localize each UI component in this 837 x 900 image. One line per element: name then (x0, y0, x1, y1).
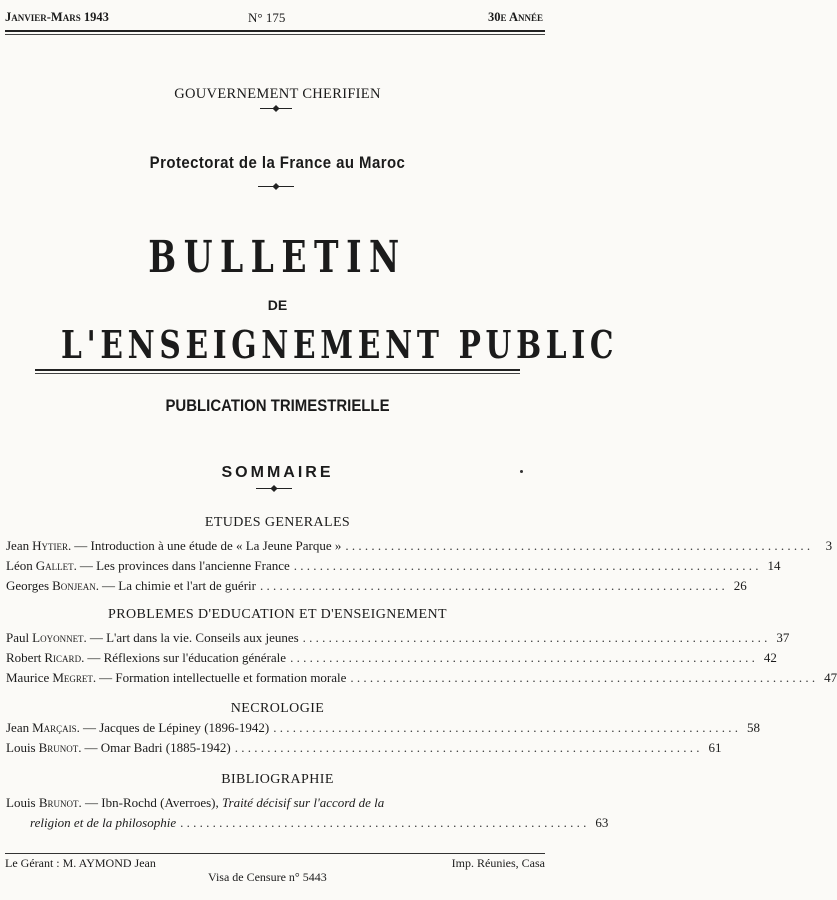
dot-leader (303, 630, 768, 646)
section-heading-etudes: ETUDES GENERALES (204, 515, 351, 530)
author-first: Louis (6, 740, 36, 755)
publication-frequency: PUBLICATION TRIMESTRIELLE (165, 396, 390, 415)
author-first: Georges (6, 578, 50, 593)
toc-entry (6, 670, 837, 686)
bulletin-title: BULLETIN (148, 232, 407, 283)
dot-leader (235, 740, 700, 756)
author-last: Bonjean. (52, 578, 100, 593)
printer-credit: Imp. Réunies, Casa (451, 856, 545, 870)
protectorate-title: Protectorat de la France au Maroc (149, 153, 406, 172)
entry-title-italic-cont: religion et de la philosophie (30, 815, 177, 830)
government-title: GOUVERNEMENT CHERIFIEN (174, 86, 381, 102)
toc-entry (6, 740, 722, 756)
toc-entry (6, 538, 833, 554)
author-first: Maurice (6, 670, 50, 685)
ornament-divider (260, 108, 292, 109)
author-last: Brunot. (38, 740, 82, 755)
header-rule (5, 30, 545, 32)
entry-title: — Jacques de Lépiney (1896-1942) (82, 720, 270, 735)
entry-title: — L'art dans la vie. Conseils aux jeunes (89, 630, 299, 645)
author-first: Paul (6, 630, 30, 645)
ornament-divider (256, 488, 292, 489)
speck-mark (520, 470, 523, 473)
toc-entry-line2 (30, 815, 609, 831)
ornament-divider (258, 186, 294, 187)
entry-title: — Ibn-Rochd (Averroes), (85, 795, 219, 810)
title-de: DE (267, 297, 288, 313)
author-last: Brunot. (38, 795, 82, 810)
dot-leader (290, 650, 755, 666)
enseignement-title: L'ENSEIGNEMENT PUBLIC (61, 322, 619, 367)
dot-leader (180, 815, 586, 831)
header-rule-thin (5, 34, 545, 35)
author-first: Léon (6, 558, 33, 573)
entry-title: — La chimie et l'art de guérir (102, 578, 256, 593)
entry-title: — Introduction à une étude de « La Jeune Parque » (74, 538, 342, 553)
dot-leader (350, 670, 815, 686)
author-first: Jean (6, 720, 30, 735)
dot-leader (273, 720, 738, 736)
page-number: 26 (733, 578, 747, 593)
page-number: 3 (825, 538, 833, 553)
page-number: 58 (746, 720, 760, 735)
dot-leader (260, 578, 725, 594)
page-number: 42 (763, 650, 777, 665)
author-first: Robert (6, 650, 42, 665)
author-last: Megret. (52, 670, 97, 685)
entry-title: — Les provinces dans l'ancienne France (79, 558, 290, 573)
section-heading-bibliographie: BIBLIOGRAPHIE (221, 772, 334, 787)
censorship-visa: Visa de Censure n° 5443 (208, 870, 327, 884)
toc-entry (6, 720, 760, 736)
author-last: Gallet. (35, 558, 77, 573)
sommaire-heading: SOMMAIRE (221, 464, 334, 481)
page-number: 47 (824, 670, 837, 685)
masthead-rule-thin (35, 373, 520, 374)
page-number: 14 (767, 558, 781, 573)
author-first: Jean (6, 538, 30, 553)
author-last: Marçais. (32, 720, 80, 735)
entry-title: — Formation intellectuelle et formation morale (99, 670, 347, 685)
page-number: 63 (595, 815, 609, 830)
issue-date: Janvier-Mars 1943 (5, 10, 109, 24)
author-last: Hytier. (32, 538, 72, 553)
author-first: Louis (6, 795, 36, 810)
issue-number: N° 175 (248, 10, 286, 25)
entry-title: — Omar Badri (1885-1942) (84, 740, 231, 755)
toc-entry (6, 578, 747, 594)
toc-entry (6, 558, 781, 574)
volume-year: 30e Année (488, 10, 543, 24)
page-number: 37 (776, 630, 790, 645)
footer-rule (5, 853, 545, 854)
toc-entry-line1 (6, 795, 536, 811)
toc-entry (6, 650, 777, 666)
masthead-rule (35, 369, 520, 371)
entry-title-italic: Traité décisif sur l'accord de la (222, 795, 385, 810)
section-heading-problemes: PROBLEMES D'EDUCATION ET D'ENSEIGNEMENT (108, 607, 447, 622)
toc-entry (6, 630, 790, 646)
dot-leader (294, 558, 759, 574)
page-number: 61 (708, 740, 722, 755)
publication-manager: Le Gérant : M. AYMOND Jean (5, 856, 156, 870)
author-last: Loyonnet. (32, 630, 87, 645)
entry-title: — Réflexions sur l'éducation générale (87, 650, 287, 665)
dot-leader (345, 538, 810, 554)
author-last: Ricard. (44, 650, 85, 665)
section-heading-necrologie: NECROLOGIE (230, 701, 325, 716)
